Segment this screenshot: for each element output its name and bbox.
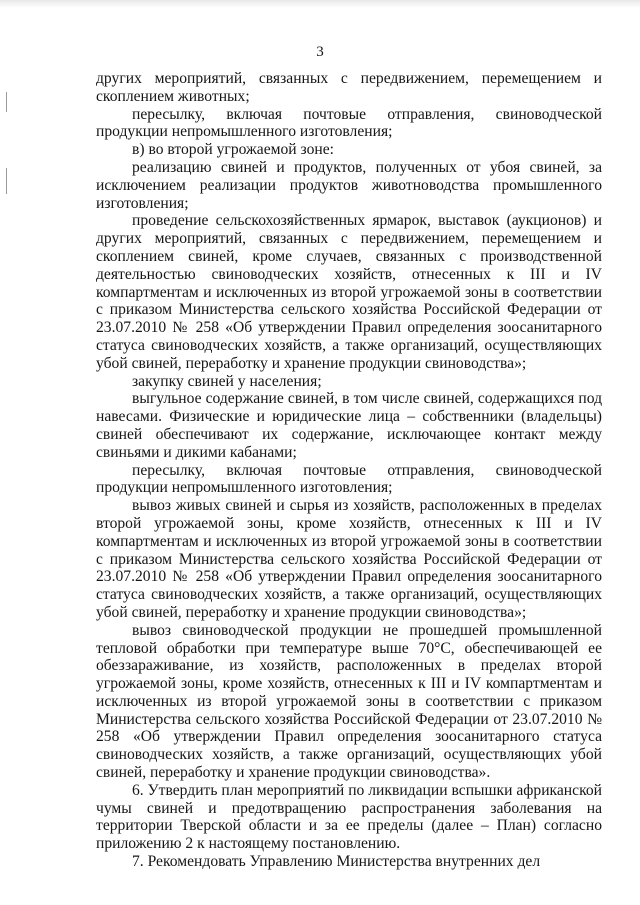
scan-edge-shadow	[0, 0, 640, 8]
page-number: 3	[316, 44, 324, 60]
scan-edge-mark	[6, 168, 7, 194]
paragraph: реализацию свиней и продуктов, полученных от убоя свиней, за исключением реализации продуктов животноводства промышленного изготовления;	[96, 158, 602, 212]
paragraph: 6. Утвердить план мероприятий по ликвидации вспышки африканской чумы свиней и предотвращению распространения заболевания на территории Тверской области и за ее пределы (далее – План) согласно приложению 2 к настоящему постановлению.	[96, 781, 602, 853]
paragraph: проведение сельскохозяйственных ярмарок, выставок (аукционов) и других мероприятий, связанных с передвижением, перемещением и скоплением свиней, кроме случаев, связанных с производственной деятельностью свиноводческих хозяйств, отнесенных к III и IV компартментам и исключенных из второй угрожаемой зоны в соответствии с приказом Министерства сельского хозяйства Российской Федерации от 23.07.2010 № 258 «Об утверждении Правил определения зоосанитарного статуса свиноводческих хозяйств, а также организаций, осуществляющих убой свиней, переработку и хранение продукции свиноводства»;	[96, 212, 602, 372]
paragraph: пересылку, включая почтовые отправления, свиноводческой продукции непромышленного изготовления;	[96, 461, 602, 497]
paragraph: 7. Рекомендовать Управлению Министерства внутренних дел	[132, 853, 541, 871]
paragraph: вывоз живых свиней и сырья из хозяйств, расположенных в пределах второй угрожаемой зоны, кроме хозяйств, отнесенных к III и IV компартментам и исключенных из второй угрожаемой зоны в соответствии с приказом Министерства сельского хозяйства Российской Федерации от 23.07.2010 № 258 «Об утверждении Правил определения зоосанитарного статуса свиноводческих хозяйств, а также организаций, осуществляющих убой свиней, переработку и хранение продукции свиноводства»;	[96, 497, 602, 621]
paragraph: пересылку, включая почтовые отправления, свиноводческой продукции непромышленного изготовления;	[96, 105, 602, 141]
paragraph: вывоз свиноводческой продукции не прошедшей промышленной тепловой обработки при температуре выше 70°C, обеспечивающей ее обеззараживание, из хозяйств, расположенных в пределах второй угрожаемой зоны, кроме хозяйств, отнесенных к III и IV компартментам и исключенных из второй угрожаемой зоны в соответствии с приказом Министерства сельского хозяйства Российской Федерации от 23.07.2010 № 258 «Об утверждении Правил определения зоосанитарного статуса свиноводческих хозяйств, а также организаций, осуществляющих убой свиней, переработку и хранение продукции свиноводства».	[96, 621, 602, 782]
paragraph: других мероприятий, связанных с передвижением, перемещением и скоплением животных;	[96, 70, 602, 105]
paragraph: закупку свиней у населения;	[132, 372, 322, 390]
paragraph: в) во второй угрожаемой зоне:	[132, 141, 335, 159]
paragraph: выгульное содержание свиней, в том числе свиней, содержащихся под навесами. Физические и юридические лица – собственники (владельцы) свиней обеспечивают их содержание, исключающее контакт между свиньями и дикими кабанами;	[96, 390, 602, 461]
document-body	[96, 70, 602, 871]
scan-edge-mark	[6, 92, 7, 112]
